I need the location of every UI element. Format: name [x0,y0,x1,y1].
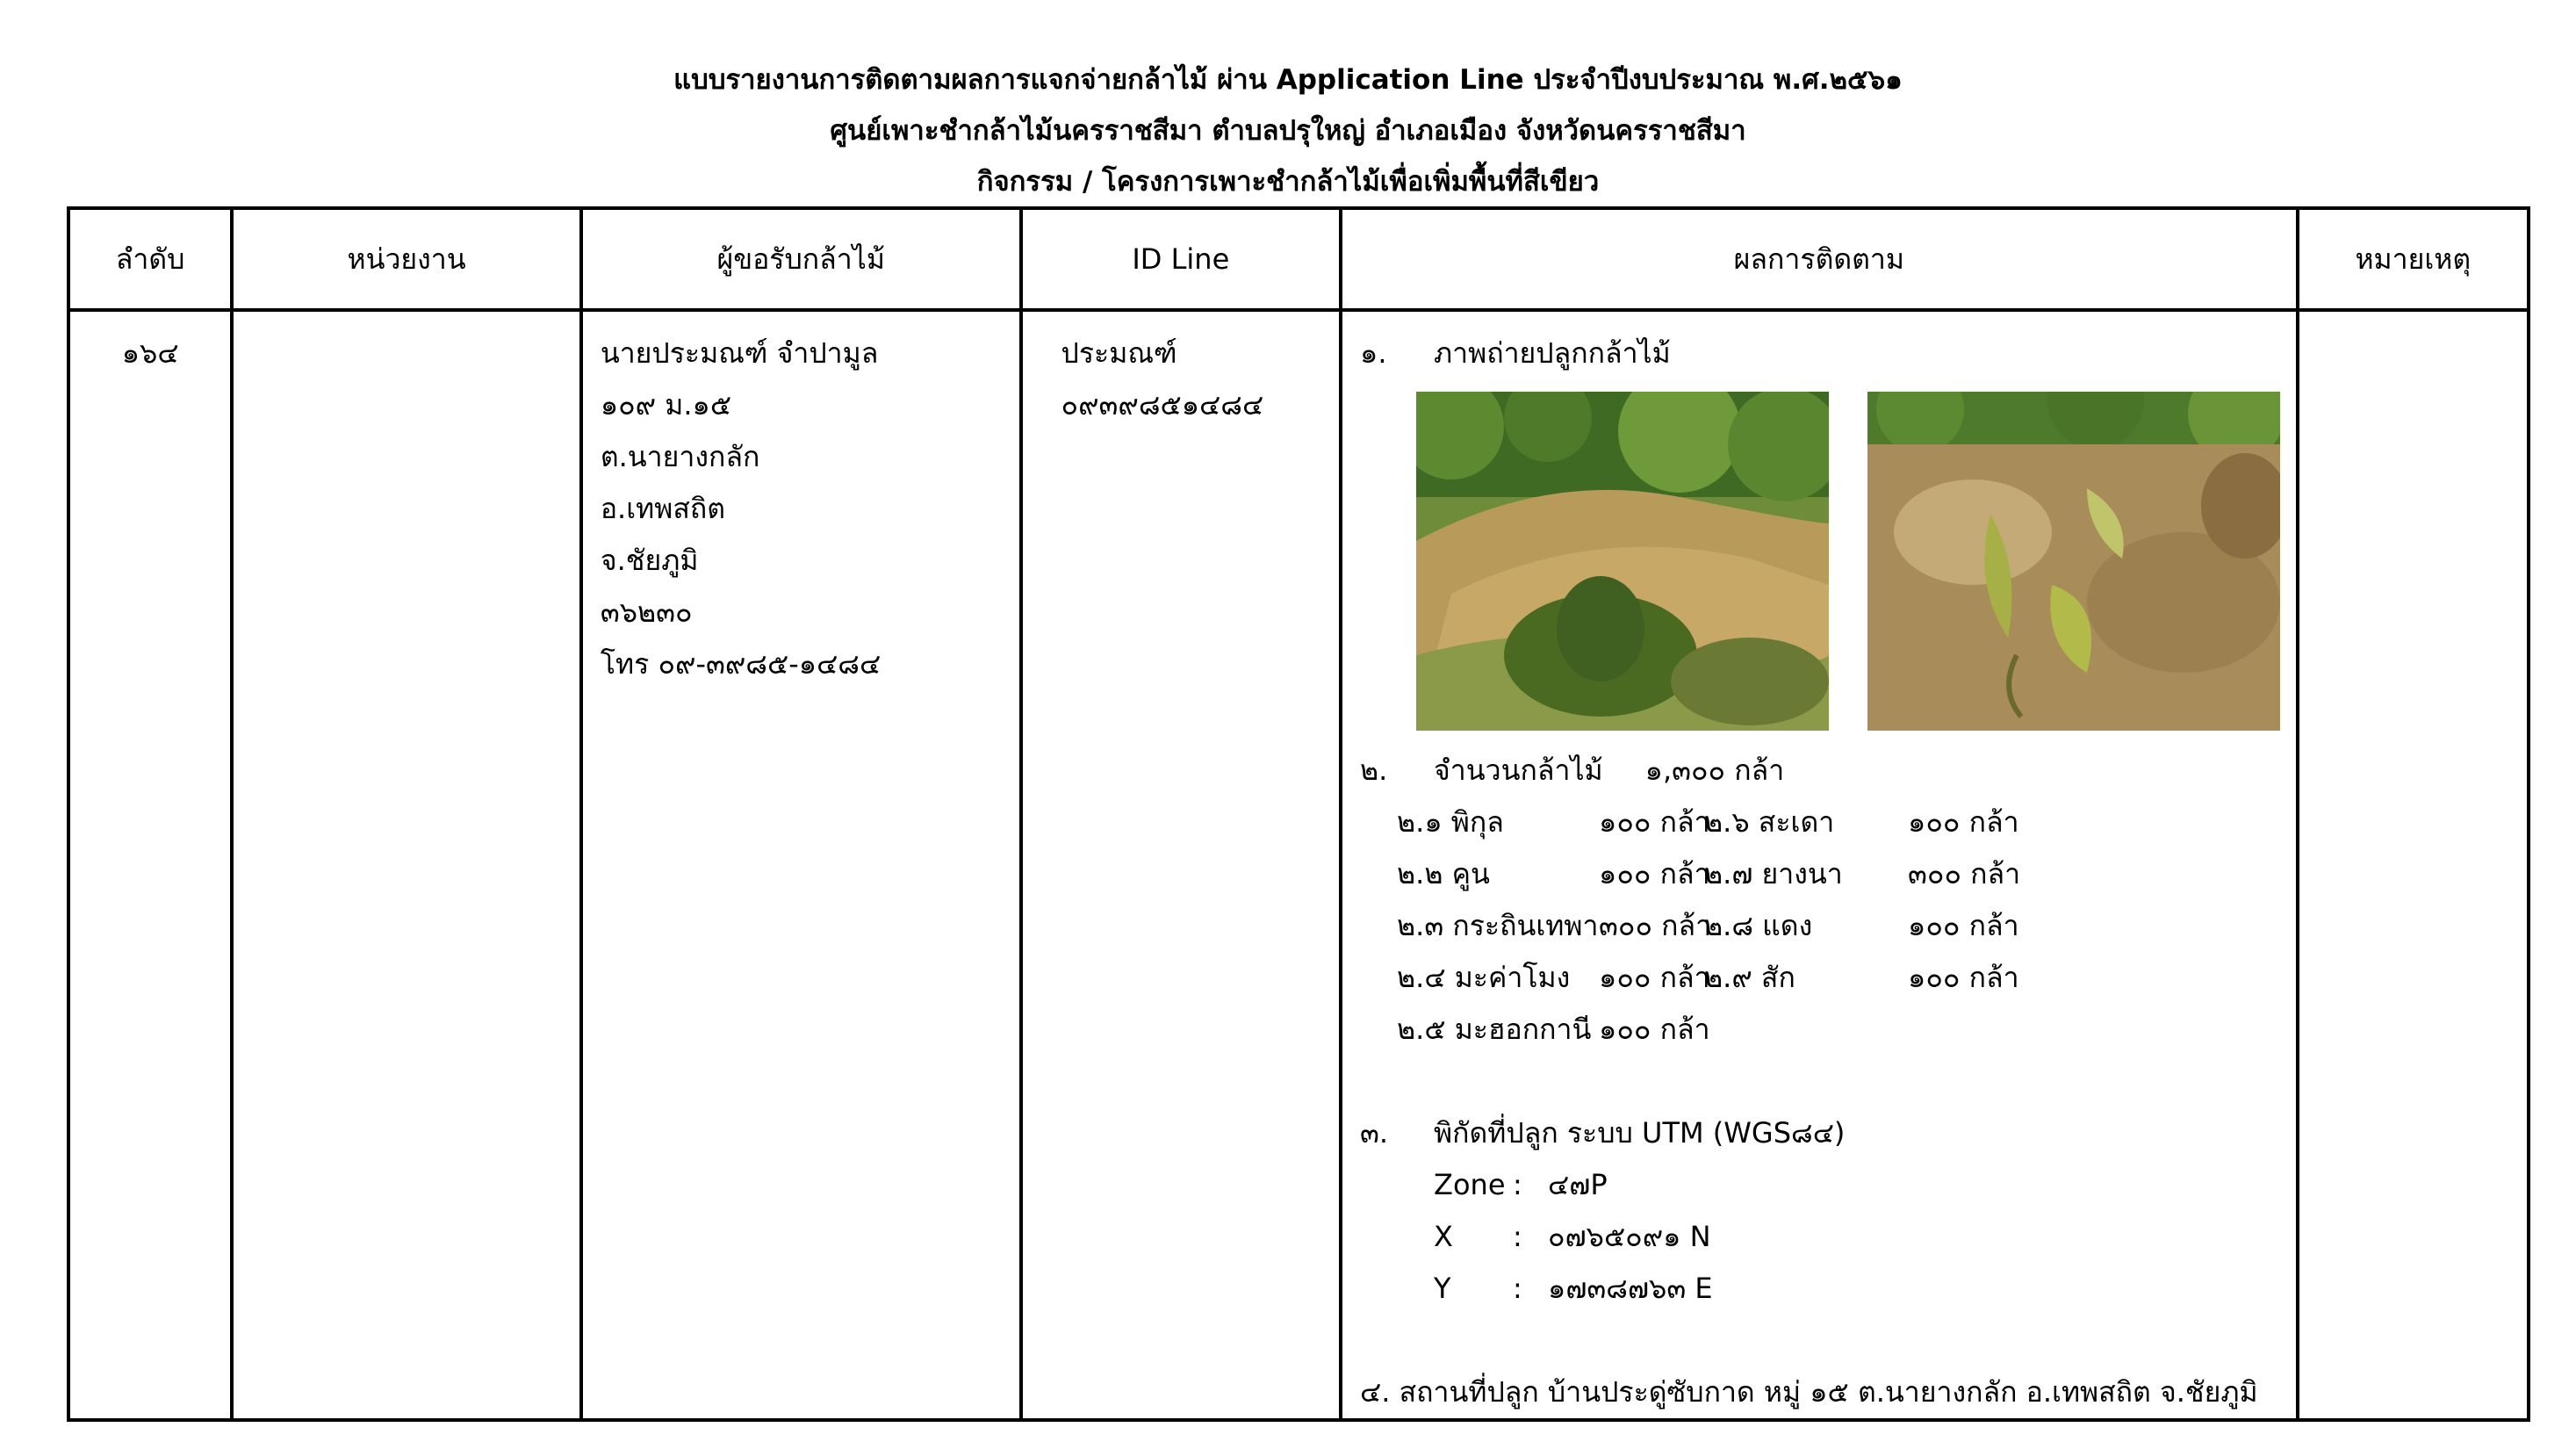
column-header-recipient: ผู้ขอรับกล้าไม้ [581,208,1021,310]
cell-recipient [581,310,1021,1420]
total-seedlings: ๑,๓๐๐ กล้า [1644,753,1785,787]
column-header-result: ผลการติดตาม [1341,208,2298,310]
column-header-line-id: ID Line [1021,208,1342,310]
recipient-phone: โทร ๐๙-๓๙๘๕-๑๔๘๔ [600,647,881,681]
species-list [1397,797,2296,1056]
recipient-district: อ.เทพสถิต [600,492,726,525]
cell-note [2298,310,2529,1420]
result-item-coordinates: ๓. พิกัดที่ปลูก ระบบ UTM (WGS๘๔) [1360,1116,1846,1150]
planting-photos [1416,392,2296,731]
list-item: ๒.๑ พิกุล ๑๐๐ กล้า๒.๖ สะเดา ๑๐๐ กล้า [1397,805,2019,839]
utm-x: X : ๐๗๖๕๐๙๑ N [1434,1220,1711,1253]
column-header-unit: หน่วยงาน [232,208,581,310]
column-header-note: หมายเหตุ [2298,208,2529,310]
cell-seq: ๑๖๔ [68,310,232,1420]
cell-unit [232,310,581,1420]
recipient-address: ๑๐๙ ม.๑๕ [600,388,732,422]
recipient-province: จ.ชัยภูมิ [600,544,699,577]
table-header-row [68,208,2529,310]
list-item: ๒.๕ มะฮอกกานี ๑๐๐ กล้า [1397,1013,1710,1046]
report-activity: กิจกรรม / โครงการเพาะชำกล้าไม้เพื่อเพิ่มพื้นที่สีเขียว [976,166,1600,198]
result-item-location: ๔. สถานที่ปลูก บ้านประดู่ซับกาด หมู่ ๑๕ ต.นายางกลัก อ.เทพสถิต จ.ชัยภูมิ [1360,1375,2258,1409]
result-item-photos: ๑. ภาพถ่ายปลูกกล้าไม้ [1360,336,1671,370]
cell-result [1341,310,2298,1420]
list-item: ๒.๔ มะค่าโมง ๑๐๐ กล้า๒.๙ สัก ๑๐๐ กล้า [1397,961,2019,994]
report-center-name: ศูนย์เพาะชำกล้าไม้นครราชสีมา ตำบลปรุใหญ่ อำเภอเมือง จังหวัดนครราชสีมา [830,115,1746,147]
recipient-postcode: ๓๖๒๓๐ [600,595,693,629]
planting-photo-2 [1867,392,2280,731]
line-id-name: ประมณฑ์ [1061,336,1177,370]
line-id-number: ๐๙๓๙๘๕๑๔๘๔ [1061,388,1264,422]
report-header [0,54,2576,207]
report-table [67,206,2530,1422]
table-row [68,310,2529,1420]
planting-photo-1 [1416,392,1829,731]
list-item: ๒.๒ คูน ๑๐๐ กล้า๒.๗ ยางนา ๓๐๐ กล้า [1397,857,2021,890]
column-header-seq: ลำดับ [68,208,232,310]
recipient-name: นายประมณฑ์ จำปามูล [600,336,879,370]
result-item-quantity: ๒. จำนวนกล้าไม้ ๑,๓๐๐ กล้า [1360,753,1785,787]
utm-zone: Zone : ๔๗P [1434,1168,1608,1201]
utm-y: Y : ๑๗๓๘๗๖๓ E [1434,1272,1713,1305]
recipient-subdistrict: ต.นายางกลัก [600,440,760,473]
cell-line-id [1021,310,1342,1420]
report-title: แบบรายงานการติดตามผลการแจกจ่ายกล้าไม้ ผ่าน Application Line ประจำปีงบประมาณ พ.ศ.๒๕๖๑ [673,64,1903,96]
utm-coordinates [1434,1159,2296,1315]
list-item: ๒.๓ กระถินเทพา๓๐๐ กล้า๒.๘ แดง ๑๐๐ กล้า [1397,909,2019,942]
